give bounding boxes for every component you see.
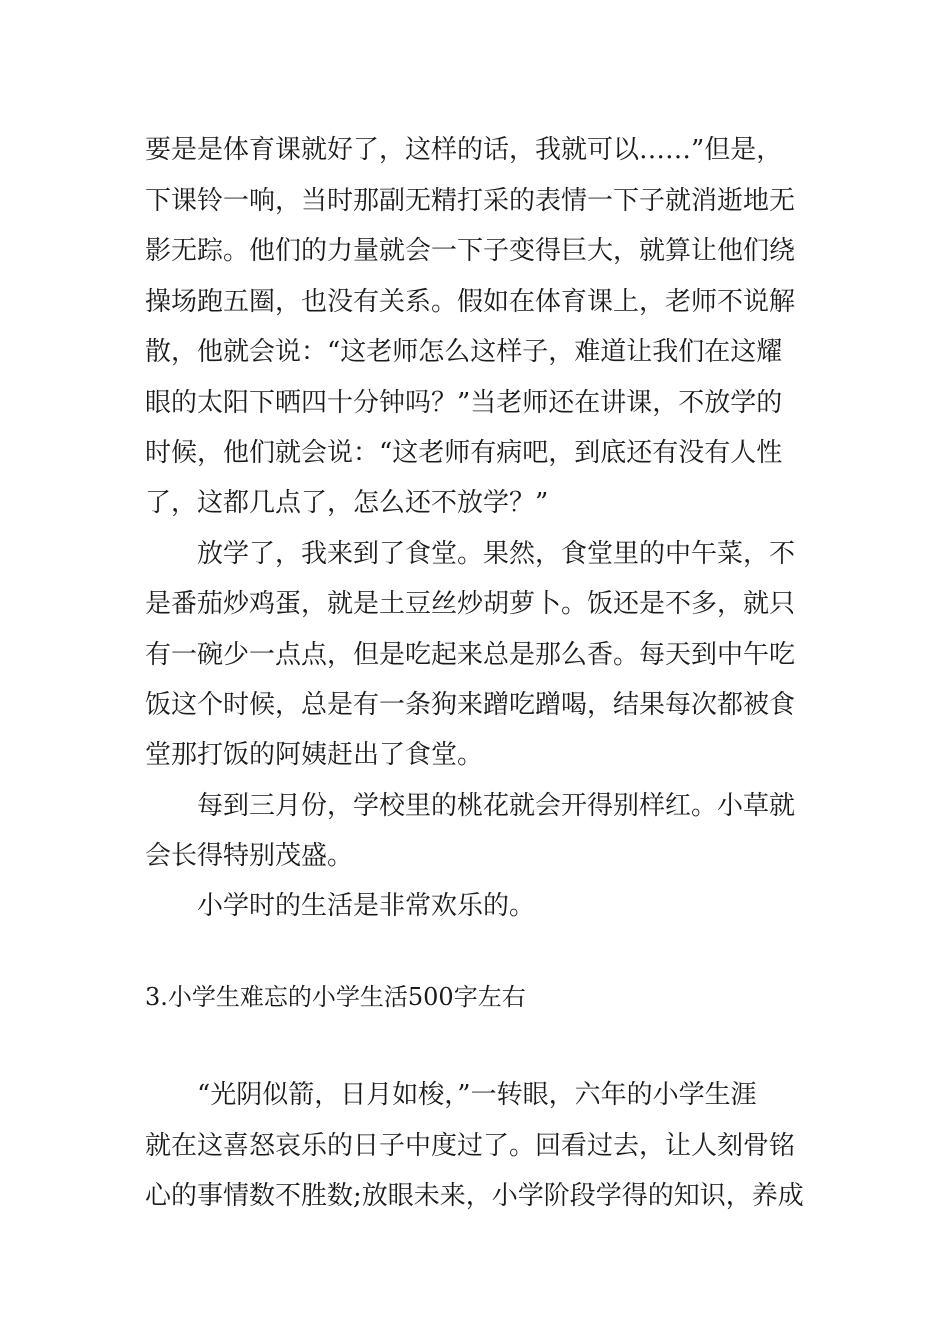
text-line: 饭这个时候，总是有一条狗来蹭吃蹭喝，结果每次都被食 [145, 690, 796, 720]
text-line: 小学时的生活是非常欢乐的。 [197, 891, 536, 921]
text-line: 堂那打饭的阿姨赶出了食堂。 [145, 740, 484, 770]
text-line: 会长得特别茂盛。 [145, 841, 354, 871]
section-heading: 3.小学生难忘的小学生活500字左右 [145, 983, 526, 1011]
text-line: 放学了，我来到了食堂。果然，食堂里的中午菜，不 [197, 539, 796, 569]
text-line: “光阴似箭，日月如梭，”一转眼，六年的小学生涯 [197, 1080, 757, 1110]
text-line: 要是是体育课就好了，这样的话，我就可以……”但是， [145, 135, 783, 165]
text-line: 眼的太阳下晒四十分钟吗？”当老师还在讲课，不放学的 [145, 388, 783, 418]
text-line: 心的事情数不胜数;放眼未来，小学阶段学得的知识，养成 [145, 1181, 804, 1211]
text-line: 影无踪。他们的力量就会一下子变得巨大，就算让他们绕 [145, 236, 796, 266]
text-line: 每到三月份，学校里的桃花就会开得别样红。小草就 [197, 791, 796, 821]
text-line: 散，他就会说：“这老师怎么这样子，难道让我们在这耀 [145, 337, 783, 367]
text-line: 就在这喜怒哀乐的日子中度过了。回看过去，让人刻骨铭 [145, 1131, 796, 1161]
text-line: 是番茄炒鸡蛋，就是土豆丝炒胡萝卜。饭还是不多，就只 [145, 589, 796, 619]
text-line: 时候，他们就会说：“这老师有病吧，到底还有没有人性 [145, 438, 783, 468]
text-line: 操场跑五圈，也没有关系。假如在体育课上，老师不说解 [145, 287, 796, 317]
text-line: 了，这都几点了，怎么还不放学？” [145, 488, 549, 518]
text-line: 有一碗少一点点，但是吃起来总是那么香。每天到中午吃 [145, 640, 796, 670]
text-line: 下课铃一响，当时那副无精打采的表情一下子就消逝地无 [145, 186, 796, 216]
